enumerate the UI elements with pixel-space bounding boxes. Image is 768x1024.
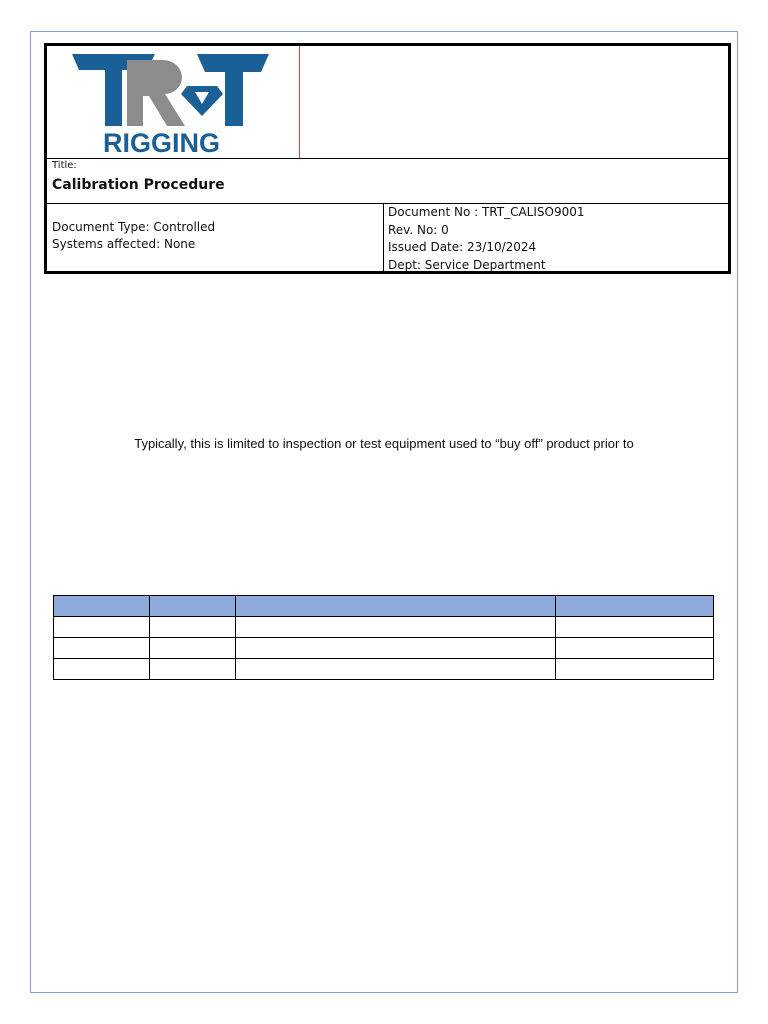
title-top-rule bbox=[47, 158, 728, 159]
table-header-cell bbox=[556, 596, 714, 617]
systems-affected: Systems affected: None bbox=[52, 237, 196, 251]
document-type: Document Type: Controlled bbox=[52, 220, 216, 234]
revision-number: Rev. No: 0 bbox=[388, 222, 449, 237]
revision-table bbox=[53, 595, 714, 680]
document-header bbox=[44, 43, 731, 274]
logo-rigging-text: RIGGING bbox=[103, 128, 221, 158]
table-cell bbox=[54, 659, 150, 680]
table-cell bbox=[54, 617, 150, 638]
table-cell bbox=[236, 659, 556, 680]
table-row bbox=[54, 659, 714, 680]
issued-date: Issued Date: 23/10/2024 bbox=[388, 240, 537, 254]
trt-rigging-logo bbox=[47, 46, 300, 158]
table-cell bbox=[236, 617, 556, 638]
table-cell bbox=[150, 617, 236, 638]
table-row bbox=[54, 617, 714, 638]
table-row bbox=[54, 638, 714, 659]
document-number: Document No : TRT_CALISO9001 bbox=[388, 205, 585, 219]
title-label: Title: bbox=[52, 160, 77, 171]
table-cell bbox=[236, 638, 556, 659]
table-cell bbox=[54, 638, 150, 659]
document-title: Calibration Procedure bbox=[52, 177, 225, 193]
meta-left bbox=[52, 219, 215, 253]
table-header-cell bbox=[54, 596, 150, 617]
table-cell bbox=[556, 659, 714, 680]
table-cell bbox=[150, 638, 236, 659]
meta-divider bbox=[383, 203, 384, 271]
table-header-row bbox=[54, 596, 714, 617]
logo-divider bbox=[299, 46, 300, 158]
meta-right bbox=[388, 204, 585, 274]
table-header-cell bbox=[236, 596, 556, 617]
table-cell bbox=[556, 617, 714, 638]
body-paragraph: Typically, this is limited to inspection or test equipment used to “buy off” product prior to bbox=[134, 436, 634, 451]
table-cell bbox=[556, 638, 714, 659]
department: Dept: Service Department bbox=[388, 257, 546, 272]
table-header-cell bbox=[150, 596, 236, 617]
table-cell bbox=[150, 659, 236, 680]
company-logo bbox=[47, 46, 300, 158]
